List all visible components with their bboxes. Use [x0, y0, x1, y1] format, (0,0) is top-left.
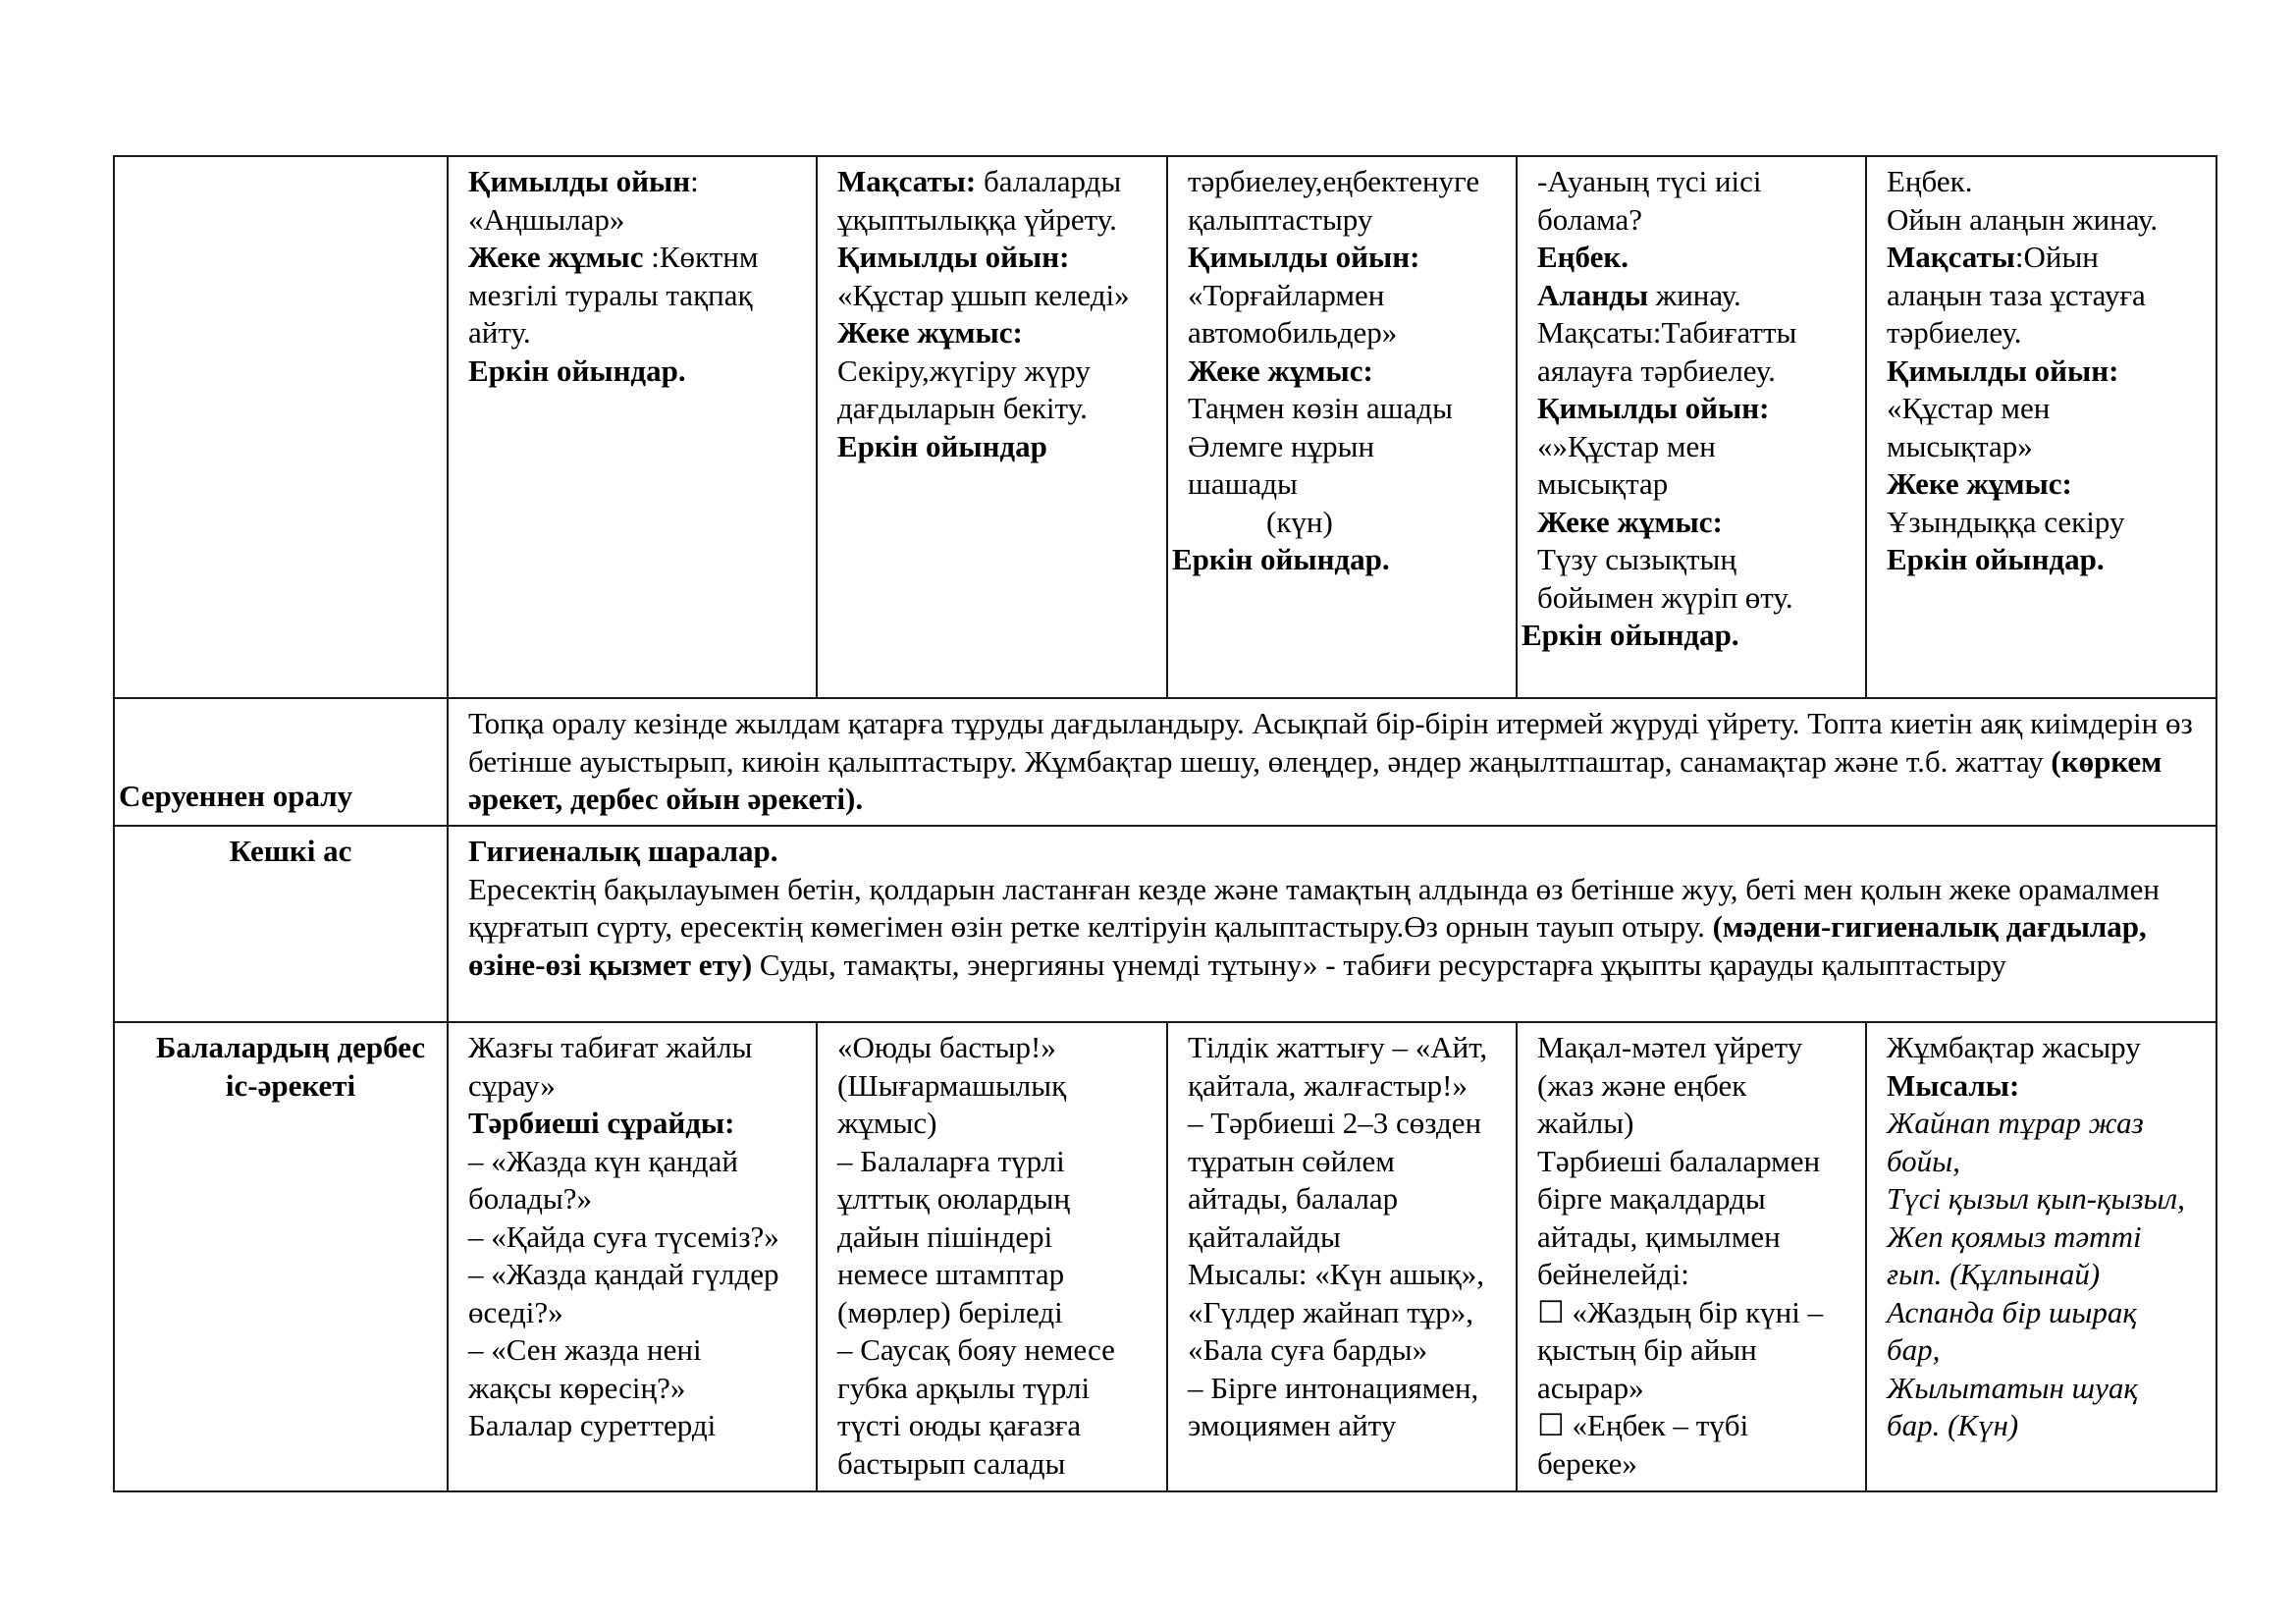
return-activity-type: (көркем әрекет, дербес ойын әрекеті). — [468, 743, 2163, 816]
cell-line — [468, 1180, 816, 1218]
cell-line — [468, 1331, 816, 1370]
walk-activities-row — [114, 156, 2216, 698]
cell-line — [1537, 1180, 1865, 1218]
bold-label: Еркін ойындар. — [1887, 542, 2105, 576]
cell-line — [1887, 277, 2216, 315]
riddle-text: Жылытатын шуақ — [1887, 1370, 2138, 1405]
line-text: аялауға тәрбиелеу. — [1537, 352, 1776, 388]
cell-line — [837, 163, 1166, 201]
line-text: – «Қайда суға түсеміз?» — [468, 1218, 779, 1254]
cell-line — [468, 277, 816, 315]
line-text: алаңын таза ұстауға — [1887, 277, 2146, 312]
cell-line — [468, 1256, 816, 1294]
line-text: Тәрбиеші балалармен — [1537, 1143, 1821, 1178]
line-text: Түзу сызықтың — [1537, 542, 1736, 576]
cell-line — [1188, 1029, 1516, 1067]
daily-plan-table — [113, 155, 2217, 1492]
line-text: тәрбиелеу,еңбектенуге — [1188, 164, 1480, 198]
cell-line — [1188, 1407, 1516, 1445]
cell-line — [1537, 239, 1865, 277]
walk-cell-day3 — [1167, 156, 1517, 698]
line-text: қыстың бір айын — [1537, 1332, 1757, 1367]
line-text: – Тәрбиеші 2–3 сөзден — [1188, 1106, 1482, 1140]
cell-line — [1188, 504, 1516, 542]
cell-line — [1887, 541, 2216, 579]
independent-activity-row — [114, 1022, 2216, 1491]
line-text: :Ойын — [2014, 240, 2099, 274]
line-text: Мақсаты:Табиғатты — [1537, 315, 1797, 350]
line-text: ☐ «Еңбек – түбі — [1537, 1408, 1749, 1442]
cell-line — [1537, 1143, 1865, 1181]
cell-line — [1188, 1180, 1516, 1218]
bold-label: Жеке жұмыс: — [1188, 352, 1373, 388]
cell-line — [1537, 1029, 1865, 1067]
bold-label: Жеке жұмыс: — [1887, 466, 2072, 501]
line-text: – Балаларға түрлі — [837, 1143, 1065, 1178]
cell-line — [468, 1218, 816, 1257]
cell-line — [468, 1143, 816, 1181]
cell-line — [1188, 163, 1516, 201]
cell-line — [837, 1105, 1166, 1143]
cell-line — [1887, 1407, 2216, 1445]
line-text: болады?» — [468, 1181, 592, 1216]
cell-line — [1537, 579, 1865, 618]
line-text: :Көктнм — [651, 240, 759, 274]
line-text: – «Жазда қандай гүлдер — [468, 1257, 779, 1291]
return-text: Топқа оралу кезінде жылдам қатарға тұруды дағдыландыру. Асықпай бір-бірін итермей жүруді үйрету. Топта киетін аяқ киімдерін өз бетінше ауыстырып, киюін қалыптастыру. Жұмбақтар шешу, өлеңдер, әндер жаңылтпаштар, санамақтар және т.б. жаттау — [468, 706, 2193, 779]
cell-line — [1887, 1180, 2216, 1218]
line-text: -Ауаның түсі иісі — [1537, 164, 1762, 198]
bold-label: Мақсаты: — [837, 164, 977, 198]
line-text: қайтала, жалғастыр!» — [1188, 1067, 1468, 1103]
line-text: қайталайды — [1188, 1218, 1341, 1254]
line-text: сұрау» — [468, 1067, 556, 1103]
bold-label: Еркін ойындар. — [468, 352, 686, 388]
cell-line — [1172, 541, 1516, 579]
riddle-text: Жайнап тұрар жаз — [1887, 1106, 2144, 1140]
cell-line — [837, 1180, 1166, 1218]
activity-cell-day2 — [817, 1022, 1167, 1491]
bold-label: Еркін ойындар. — [1522, 618, 1739, 652]
cell-line — [1537, 465, 1865, 504]
cell-line — [837, 1294, 1166, 1332]
row-label-independent-line2: іс-әрекеті — [225, 1067, 356, 1103]
line-text: жинау. — [1648, 277, 1741, 312]
line-text: қалыптастыру — [1188, 201, 1373, 237]
line-text: тәрбиелеу. — [1887, 315, 2022, 350]
cell-line — [1887, 201, 2216, 240]
bold-label: Мақсаты — [1887, 240, 2015, 274]
cell-line — [1887, 465, 2216, 504]
cell-line — [1537, 390, 1865, 428]
cell-line — [1887, 1294, 2216, 1332]
cell-line — [1887, 1029, 2216, 1067]
line-text: шашады — [1188, 466, 1298, 501]
line-text: – Саусақ бояу немесе — [837, 1332, 1115, 1367]
line-text: Секіру,жүгіру жүру — [837, 352, 1091, 388]
cell-line — [1537, 541, 1865, 579]
dinner-skill-type: (мәдени-гигиеналық дағдылар, өзіне-өзі қызмет ету) — [468, 909, 2147, 982]
walk-cell-day1 — [448, 156, 817, 698]
line-text: Жазғы табиғат жайлы — [468, 1030, 753, 1064]
cell-line — [1537, 1218, 1865, 1257]
bold-label: Жеке жұмыс — [468, 240, 652, 274]
cell-line — [1188, 239, 1516, 277]
line-text: жұмыс) — [837, 1106, 937, 1140]
bold-label: Аланды — [1537, 277, 1649, 312]
line-text: Еңбек. — [1887, 164, 1973, 198]
cell-line — [837, 352, 1166, 391]
activity-cell-day5 — [1866, 1022, 2216, 1491]
line-text: мезгілі туралы тақпақ — [468, 277, 753, 312]
line-text: (Шығармашылық — [837, 1067, 1067, 1103]
bold-label: Мысалы: — [1887, 1067, 2020, 1103]
bold-label: Тәрбиеші сұрайды: — [468, 1106, 735, 1140]
cell-line — [1188, 352, 1516, 391]
cell-line — [1887, 1370, 2216, 1408]
line-text: Ұзындыққа секіру — [1887, 504, 2125, 539]
dinner-text-a: Ересектің бақылауымен бетін, қолдарын ластанған кезде және тамақтың алдында өз бетінше жуу, беті мен қолын жеке орамалмен құрғатып сүрту, ересектің көмегімен өзін ретке келтіруін қалыптастыру.Өз орнын тауып отыру. — [468, 871, 2160, 944]
cell-line — [1537, 1445, 1865, 1484]
cell-line — [1188, 1067, 1516, 1106]
activity-cell-day1 — [448, 1022, 817, 1491]
line-text: айтады, қимылмен — [1537, 1218, 1781, 1254]
hygiene-heading: Гигиеналық шаралар. — [468, 834, 778, 868]
bold-label: Қимылды ойын — [468, 164, 691, 198]
cell-line — [1887, 1218, 2216, 1257]
line-text: : — [690, 164, 699, 198]
line-text: губка арқылы түрлі — [837, 1370, 1091, 1405]
line-text: жайлы) — [1537, 1106, 1634, 1140]
cell-line — [837, 239, 1166, 277]
return-from-walk-row — [114, 698, 2216, 826]
cell-line — [1188, 428, 1516, 466]
cell-line — [837, 390, 1166, 428]
cell-line — [1887, 163, 2216, 201]
line-text: мысықтар — [1537, 466, 1669, 501]
row-label-empty — [114, 156, 448, 698]
cell-line — [1887, 314, 2216, 352]
cell-line — [468, 239, 816, 277]
line-text: «Оюды бастыр!» — [837, 1030, 1056, 1064]
cell-line — [1537, 1370, 1865, 1408]
cell-line — [1188, 1218, 1516, 1257]
line-text: автомобильдер» — [1188, 315, 1398, 350]
line-text: түсті оюды қағазға — [837, 1408, 1082, 1442]
cell-line — [837, 277, 1166, 315]
line-text: береке» — [1537, 1445, 1637, 1481]
cell-line — [1537, 1105, 1865, 1143]
cell-line — [837, 1331, 1166, 1370]
bold-label: Қимылды ойын: — [1188, 240, 1420, 274]
line-text: Таңмен көзін ашады — [1188, 391, 1453, 425]
cell-line — [1887, 1143, 2216, 1181]
line-text: балаларды — [976, 164, 1122, 198]
line-text: жақсы көресің?» — [468, 1370, 686, 1405]
line-text: «Торғайлармен — [1188, 277, 1385, 312]
cell-line — [1887, 1331, 2216, 1370]
cell-line — [1537, 1331, 1865, 1370]
cell-line — [468, 1029, 816, 1067]
bold-label: Қимылды ойын: — [1537, 391, 1770, 425]
cell-line — [468, 1407, 816, 1445]
riddle-text: бар. (Күн) — [1887, 1408, 2019, 1442]
line-text: айтады, балалар — [1188, 1181, 1399, 1216]
cell-line — [1537, 352, 1865, 391]
line-text: эмоциямен айту — [1188, 1408, 1397, 1442]
cell-line — [1537, 504, 1865, 542]
line-text: Мақал-мәтел үйрету — [1537, 1030, 1803, 1064]
line-text: ☐ «Жаздың бір күні – — [1537, 1294, 1824, 1329]
cell-line — [468, 1370, 816, 1408]
line-text: ұқыптылыққа үйрету. — [837, 201, 1117, 237]
cell-line — [1188, 1143, 1516, 1181]
line-text: Балалар суреттерді — [468, 1408, 717, 1442]
cell-line — [468, 1067, 816, 1106]
cell-line — [1887, 1256, 2216, 1294]
cell-line — [1537, 1256, 1865, 1294]
bold-label: Еркін ойындар. — [1172, 542, 1390, 576]
bold-label: Еркін ойындар — [837, 428, 1047, 463]
bold-label: Қимылды ойын: — [837, 240, 1070, 274]
cell-line — [1522, 617, 1865, 655]
row-label-return: Серуеннен оралу — [114, 698, 448, 826]
line-text: (мөрлер) беріледі — [837, 1294, 1063, 1329]
dinner-row — [114, 826, 2216, 1022]
cell-line — [1887, 1067, 2216, 1106]
cell-line — [1188, 1331, 1516, 1370]
riddle-text: бойы, — [1887, 1143, 1960, 1178]
cell-line — [468, 201, 816, 240]
cell-line — [1537, 1407, 1865, 1445]
line-text: – «Жазда күн қандай — [468, 1143, 738, 1178]
line-text: «Құстар мен — [1887, 391, 2051, 425]
line-text: «Гүлдер жайнап тұр», — [1188, 1294, 1474, 1329]
riddle-text: бар, — [1887, 1332, 1941, 1367]
bold-label: Қимылды ойын: — [1887, 352, 2119, 388]
line-text: Мысалы: «Күн ашық», — [1188, 1257, 1485, 1291]
line-text: Ойын алаңын жинау. — [1887, 201, 2159, 237]
line-text: бойымен жүріп өту. — [1537, 579, 1793, 615]
row-label-independent — [114, 1022, 448, 1491]
line-text: тұратын сөйлем — [1188, 1143, 1395, 1178]
cell-line — [837, 1029, 1166, 1067]
cell-line — [468, 352, 816, 391]
line-text: – «Сен жазда нені — [468, 1332, 702, 1367]
row-label-dinner: Кешкі ас — [114, 826, 448, 1022]
line-text: Тілдік жаттығу – «Айт, — [1188, 1030, 1488, 1064]
cell-line — [468, 1294, 816, 1332]
row-label-independent-line1: Балалардың дербес — [155, 1030, 426, 1064]
riddle-text: Жеп қоямыз тәтті — [1887, 1218, 2142, 1254]
line-text: «Құстар ұшып келеді» — [837, 277, 1130, 312]
line-text: өседі?» — [468, 1294, 563, 1329]
line-text: (жаз және еңбек — [1537, 1067, 1747, 1103]
cell-line — [1887, 1105, 2216, 1143]
cell-line — [1188, 1105, 1516, 1143]
line-text: бейнелейді: — [1537, 1257, 1689, 1291]
line-text: «Аңшылар» — [468, 201, 625, 237]
dinner-text-b: Суды, тамақты, энергияны үнемді тұтыну» - табиғи ресурстарға ұқыпты қарауды қалыптастыру — [752, 947, 2006, 982]
cell-line — [837, 1256, 1166, 1294]
cell-line — [1887, 428, 2216, 466]
cell-line — [1537, 277, 1865, 315]
line-text: асырар» — [1537, 1370, 1644, 1405]
riddle-text: Түсі қызыл қып-қызыл, — [1887, 1181, 2185, 1216]
cell-line — [1887, 239, 2216, 277]
cell-line — [1188, 314, 1516, 352]
cell-line — [1188, 390, 1516, 428]
bold-label: Еңбек. — [1537, 240, 1629, 274]
line-text: – Бірге интонациямен, — [1188, 1370, 1479, 1405]
cell-line — [1188, 201, 1516, 240]
line-text: мысықтар» — [1887, 428, 2033, 463]
bold-label: Жеке жұмыс: — [1537, 504, 1723, 539]
line-text: (күн) — [1266, 504, 1333, 539]
line-text: Жұмбақтар жасыру — [1887, 1030, 2141, 1064]
riddle-text: ғып. (Құлпынай) — [1887, 1257, 2101, 1291]
return-description — [448, 698, 2216, 826]
cell-line — [1537, 1067, 1865, 1106]
cell-line — [1887, 352, 2216, 391]
cell-line — [1537, 163, 1865, 201]
cell-line — [1188, 1294, 1516, 1332]
cell-line — [468, 1105, 816, 1143]
cell-line — [837, 1370, 1166, 1408]
cell-line — [837, 1445, 1166, 1484]
cell-line — [837, 314, 1166, 352]
cell-line — [1537, 1294, 1865, 1332]
cell-line — [1188, 277, 1516, 315]
line-text: дайын пішіндері — [837, 1218, 1053, 1254]
line-text: дағдыларын бекіту. — [837, 391, 1088, 425]
cell-line — [837, 1143, 1166, 1181]
line-text: айту. — [468, 315, 531, 350]
walk-cell-day2 — [817, 156, 1167, 698]
cell-line — [468, 314, 816, 352]
walk-cell-day4 — [1517, 156, 1866, 698]
cell-line — [468, 163, 816, 201]
cell-line — [1537, 428, 1865, 466]
line-text: Әлемге нұрын — [1188, 428, 1375, 463]
cell-line — [1188, 1256, 1516, 1294]
bold-label: Жеке жұмыс: — [837, 315, 1023, 350]
line-text: «Бала суға барды» — [1188, 1332, 1428, 1367]
dinner-description — [448, 826, 2216, 1022]
cell-line — [1537, 201, 1865, 240]
line-text: бірге мақалдарды — [1537, 1181, 1766, 1216]
riddle-text: Аспанда бір шырақ — [1887, 1294, 2137, 1329]
line-text: бастырып салады — [837, 1445, 1066, 1481]
cell-line — [1887, 390, 2216, 428]
cell-line — [837, 1067, 1166, 1106]
cell-line — [1537, 314, 1865, 352]
cell-line — [837, 1218, 1166, 1257]
walk-cell-day5 — [1866, 156, 2216, 698]
cell-line — [837, 201, 1166, 240]
cell-line — [1188, 1370, 1516, 1408]
line-text: ұлттық оюлардың — [837, 1181, 1071, 1216]
line-text: «»Құстар мен — [1537, 428, 1716, 463]
line-text: болама? — [1537, 201, 1643, 237]
line-text: немесе штамптар — [837, 1257, 1065, 1291]
activity-cell-day3 — [1167, 1022, 1517, 1491]
cell-line — [837, 428, 1166, 466]
cell-line — [837, 1407, 1166, 1445]
cell-line — [1188, 465, 1516, 504]
cell-line — [1887, 504, 2216, 542]
activity-cell-day4 — [1517, 1022, 1866, 1491]
